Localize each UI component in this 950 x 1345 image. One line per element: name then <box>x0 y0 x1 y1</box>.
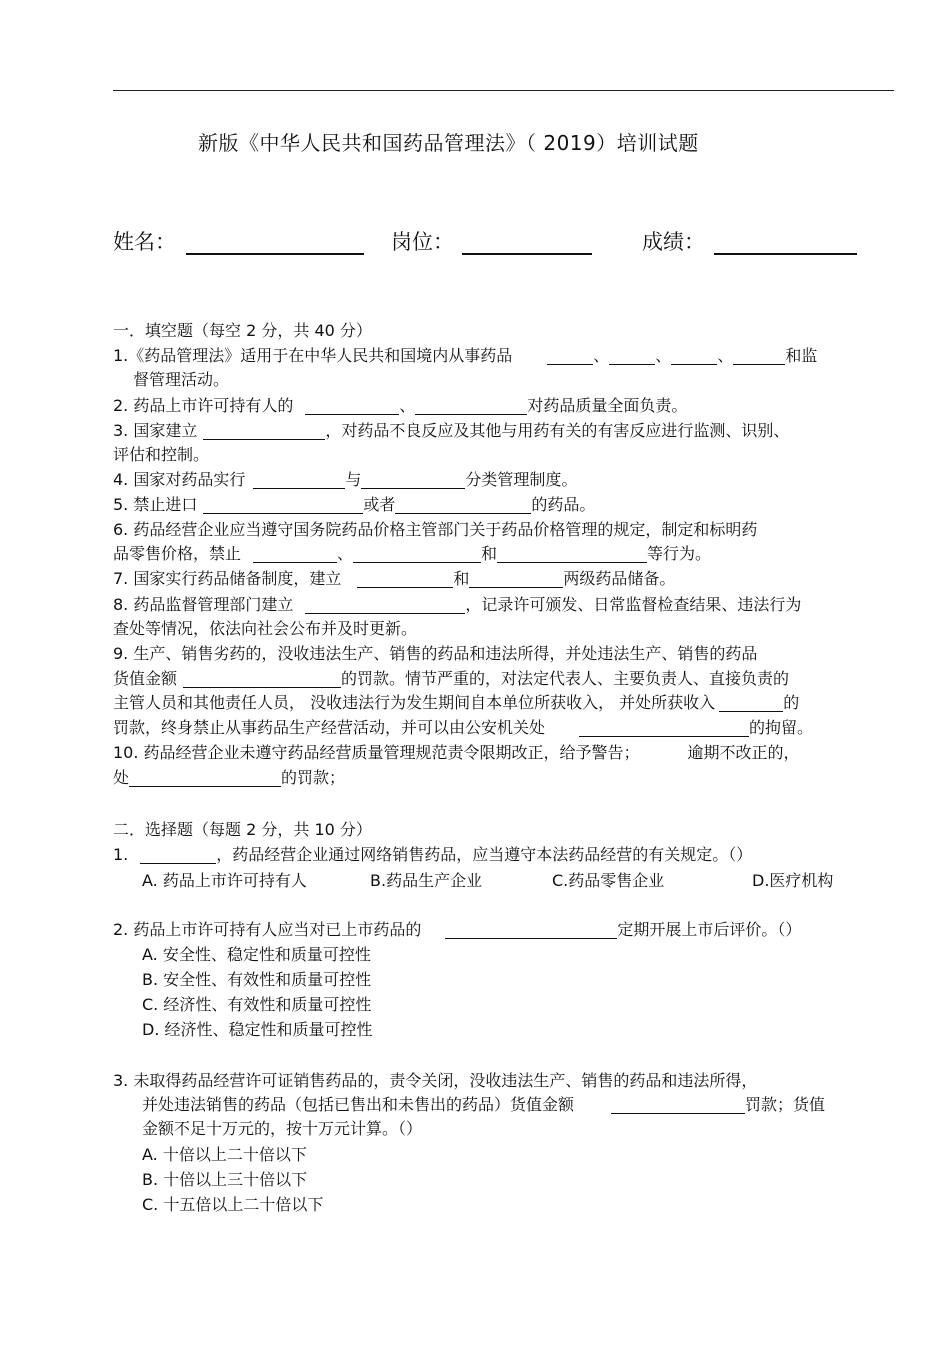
score-blank[interactable] <box>714 253 857 255</box>
q8-blank-1[interactable] <box>305 595 465 614</box>
q7-blank-2[interactable] <box>469 569 563 588</box>
c1-option-b[interactable]: B.药品生产企业 <box>370 871 483 890</box>
q4-text-end: 分类管理制度。 <box>465 470 578 489</box>
page-title: 新版《中华人民共和国药品管理法》（ 2019）培训试题 <box>198 131 699 155</box>
q2-sep: 、 <box>399 396 416 415</box>
c3-line-3: 金额不足十万元的，按十万元计算。（） <box>142 1119 423 1138</box>
q2-text: 2. 药品上市许可持有人的 <box>113 396 294 415</box>
q5-text-end: 的药品。 <box>531 495 596 514</box>
q9-line-2 <box>113 666 789 691</box>
q1-blank-2[interactable] <box>609 346 655 365</box>
q1-sep: 、 <box>593 346 610 365</box>
question-5 <box>113 492 595 517</box>
q6-sep: 、 <box>337 544 354 563</box>
choice-1 <box>113 842 752 867</box>
question-10 <box>113 740 800 765</box>
q2-text-end: 对药品质量全面负责。 <box>527 396 688 415</box>
choice-2 <box>113 917 801 942</box>
q6-continuation <box>113 541 711 566</box>
q2-blank-2[interactable] <box>415 396 527 415</box>
position-blank[interactable] <box>462 253 592 255</box>
question-9: 9. 生产、销售劣药的，没收违法生产、销售的药品和违法所得，并处违法生产、销售的药品 <box>113 644 758 663</box>
c1-option-a[interactable]: A. 药品上市许可持有人 <box>142 871 307 890</box>
q7-text: 7. 国家实行药品储备制度，建立 <box>113 569 342 588</box>
q1-blank-4[interactable] <box>733 346 785 365</box>
q10-continuation <box>113 765 345 790</box>
c1-option-c[interactable]: C.药品零售企业 <box>552 871 665 890</box>
q9-text-end: 的拘留。 <box>749 718 814 737</box>
q9-text-cont: 主管人员和其他责任人员， 没收违法行为发生期间自本单位所获收入， 并处所获收入 <box>113 693 716 712</box>
c1-option-d[interactable]: D.医疗机构 <box>752 871 834 890</box>
c3-text-mid: 罚款；货值 <box>745 1095 826 1114</box>
q9-text-fine: 罚款，终身禁止从事药品生产经营活动，并可以由公安机关处 <box>113 718 546 737</box>
c3-option-a[interactable]: A. 十倍以上二十倍以下 <box>142 1145 307 1164</box>
c3-blank[interactable] <box>611 1095 745 1114</box>
c2-option-b[interactable]: B. 安全性、有效性和质量可控性 <box>142 970 372 989</box>
q1-blank-3[interactable] <box>671 346 717 365</box>
c3-option-c[interactable]: C. 十五倍以上二十倍以下 <box>142 1195 324 1214</box>
q4-text: 4. 国家对药品实行 <box>113 470 246 489</box>
q6-blank-3[interactable] <box>497 544 647 563</box>
q10-text-b: 逾期不改正的， <box>687 743 800 762</box>
q10-text-c: 处 <box>113 768 130 787</box>
name-label: 姓名： <box>113 230 176 254</box>
c1-text: ，药品经营企业通过网络销售药品，应当遵守本法药品经营的有关规定。（） <box>216 845 753 864</box>
choice-3: 3. 未取得药品经营许可证销售药品的，责令关闭，没收违法生产、销售的药品和违法所得， <box>113 1071 758 1090</box>
q3-blank-1[interactable] <box>203 421 325 440</box>
q1-continuation: 督管理活动。 <box>133 370 230 389</box>
q8-text: 8. 药品监督管理部门建立 <box>113 595 294 614</box>
question-8 <box>113 592 801 617</box>
q8-continuation: 查处等情况，依法向社会公布并及时更新。 <box>113 619 418 638</box>
section1-heading: 一．填空题（每空 2 分，共 40 分） <box>113 321 372 340</box>
q7-blank-1[interactable] <box>357 569 453 588</box>
c2-text-end: 定期开展上市后评价。（） <box>617 920 802 939</box>
q9-line-3 <box>113 690 799 715</box>
q6-text-end: 等行为。 <box>647 544 712 563</box>
q7-text-end: 两级药品储备。 <box>563 569 676 588</box>
q3-text-end: ，对药品不良反应及其他与用药有关的有害反应进行监测、识别、 <box>325 421 790 440</box>
q9-blank-2[interactable] <box>719 693 783 712</box>
q2-blank-1[interactable] <box>305 396 399 415</box>
q10-text: 10. 药品经营企业未遵守药品经营质量管理规范责令限期改正，给予警告； <box>113 743 640 762</box>
position-label: 岗位： <box>391 230 454 254</box>
q4-blank-2[interactable] <box>361 470 465 489</box>
q5-text: 5. 禁止进口 <box>113 495 198 514</box>
q10-blank-1[interactable] <box>129 768 281 787</box>
c3-line-2 <box>142 1092 825 1117</box>
question-2 <box>113 393 687 418</box>
c2-blank[interactable] <box>445 920 617 939</box>
q9-text: 货值金额 <box>113 669 178 688</box>
c3-option-b[interactable]: B. 十倍以上三十倍以下 <box>142 1170 308 1189</box>
q1-text-end: 和监 <box>785 346 818 365</box>
q6-blank-2[interactable] <box>353 544 481 563</box>
q5-blank-1[interactable] <box>203 495 363 514</box>
q9-line-4 <box>113 715 813 740</box>
q6-text-mid: 和 <box>481 544 498 563</box>
q9-text-de: 的 <box>783 693 800 712</box>
c3-text: 并处违法销售的药品（包括已售出和未售出的药品）货值金额 <box>142 1095 575 1114</box>
q6-text: 品零售价格，禁止 <box>113 544 242 563</box>
c1-num: 1. <box>113 845 129 864</box>
question-3 <box>113 418 789 443</box>
top-rule <box>113 90 894 91</box>
q10-text-end: 的罚款； <box>281 768 346 787</box>
q5-text-mid: 或者 <box>363 495 396 514</box>
c2-option-a[interactable]: A. 安全性、稳定性和质量可控性 <box>142 945 371 964</box>
name-blank[interactable] <box>186 253 364 255</box>
q1-text: 1.《药品管理法》适用于在中华人民共和国境内从事药品 <box>113 346 513 365</box>
q4-blank-1[interactable] <box>253 470 345 489</box>
q1-blank-1[interactable] <box>547 346 593 365</box>
q3-text: 3. 国家建立 <box>113 421 198 440</box>
section2-heading: 二．选择题（每题 2 分，共 10 分） <box>113 820 372 839</box>
c1-blank[interactable] <box>140 845 216 864</box>
q5-blank-2[interactable] <box>395 495 531 514</box>
q6-blank-1[interactable] <box>253 544 337 563</box>
q3-continuation: 评估和控制。 <box>113 445 210 464</box>
q1-sep: 、 <box>655 346 672 365</box>
c2-text: 2. 药品上市许可持有人应当对已上市药品的 <box>113 920 422 939</box>
q7-text-mid: 和 <box>453 569 470 588</box>
q9-text-mid: 的罚款。情节严重的，对法定代表人、主要负责人、直接负责的 <box>341 669 790 688</box>
question-1 <box>113 343 817 368</box>
q4-text-mid: 与 <box>345 470 362 489</box>
c2-option-d[interactable]: D. 经济性、稳定性和质量可控性 <box>142 1020 373 1039</box>
q9-blank-3[interactable] <box>579 718 749 737</box>
c2-option-c[interactable]: C. 经济性、有效性和质量可控性 <box>142 995 372 1014</box>
q1-sep: 、 <box>717 346 734 365</box>
question-6: 6. 药品经营企业应当遵守国务院药品价格主管部门关于药品价格管理的规定，制定和标明药 <box>113 520 758 539</box>
q8-text-end: ，记录许可颁发、日常监督检查结果、违法行为 <box>465 595 802 614</box>
score-label: 成绩： <box>642 230 705 254</box>
q9-blank-1[interactable] <box>183 669 341 688</box>
question-4 <box>113 467 577 492</box>
question-7 <box>113 566 675 591</box>
